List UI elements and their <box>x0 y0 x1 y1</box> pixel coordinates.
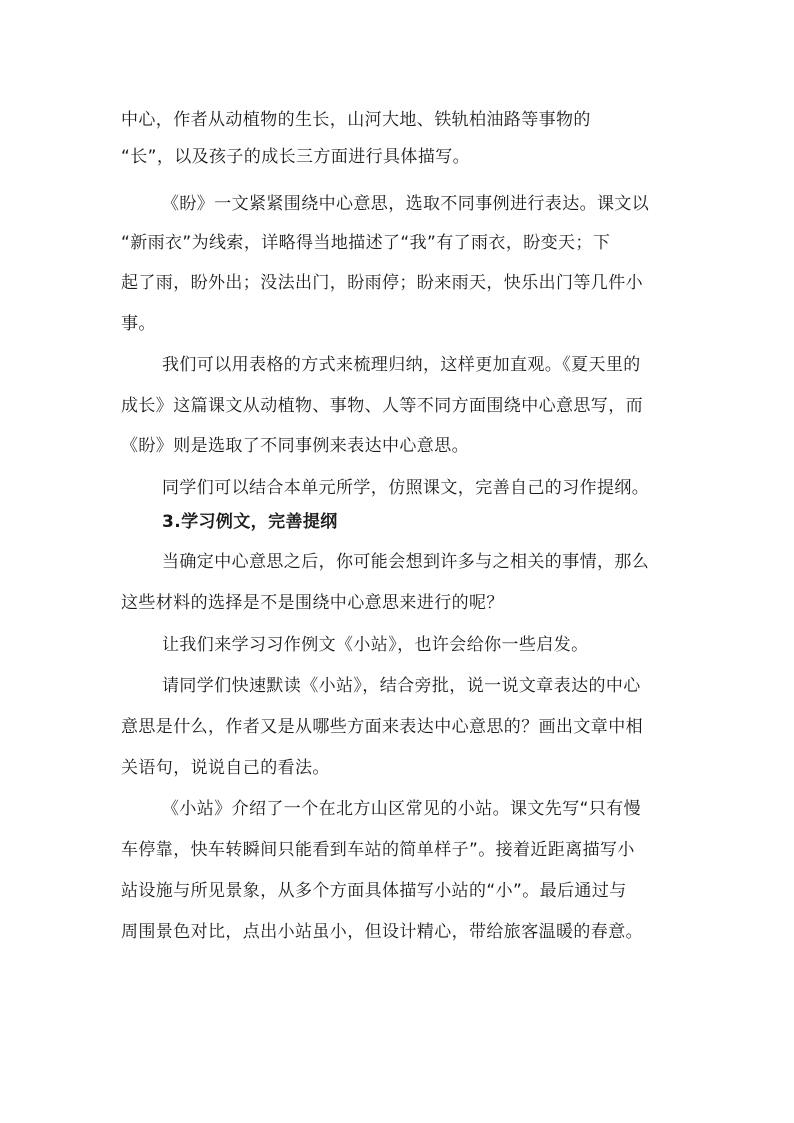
text-line: 关语句，说说自己的看法。 <box>121 758 330 778</box>
text-line: 中心，作者从动植物的生长，山河大地、铁轨柏油路等事物的 <box>121 110 591 130</box>
text-line: 我们可以用表格的方式来梳理归纳，这样更加直观。《夏天里的 <box>162 355 641 375</box>
text-line: 这些材料的选择是不是围绕中心意思来进行的呢？ <box>121 593 504 613</box>
text-line: “新雨衣”为线索，详略得当地描述了“我”有了雨衣，盼变天；下 <box>121 233 611 253</box>
section-heading: 3.学习例文，完善提纲 <box>162 512 338 532</box>
text-line: 当确定中心意思之后，你可能会想到许多与之相关的事情，那么 <box>162 552 650 572</box>
text-line: 《盼》一文紧紧围绕中心意思，选取不同事例进行表达。课文以 <box>162 194 650 214</box>
text-line: 成长》这篇课文从动植物、事物、人等不同方面围绕中心意思写，而 <box>121 396 643 416</box>
text-line: 车停靠，快车转瞬间只能看到车站的简单样子”。接着近距离描写小 <box>121 840 635 860</box>
text-line: 请同学们快速默读《小站》，结合旁批，说一说文章表达的中心 <box>162 676 641 696</box>
text-line: 事。 <box>121 314 156 334</box>
text-line: 《盼》则是选取了不同事例来表达中心意思。 <box>121 436 469 456</box>
text-line: 意思是什么，作者又是从哪些方面来表达中心意思的？画出文章中相 <box>121 717 643 737</box>
text-line: 让我们来学习习作例文《小站》，也许会给你一些启发。 <box>162 635 589 655</box>
text-line: 站设施与所见景象，从多个方面具体描写小站的“小”。最后通过与 <box>121 881 627 901</box>
text-line: 《小站》介绍了一个在北方山区常见的小站。课文先写“只有慢 <box>162 799 642 819</box>
text-line: 同学们可以结合本单元所学，仿照课文，完善自己的习作提纲。 <box>162 478 650 498</box>
text-line: 周围景色对比，点出小站虽小，但设计精心，带给旅客温暖的春意。 <box>121 922 643 942</box>
text-line: “长”，以及孩子的成长三方面进行具体描写。 <box>121 147 471 167</box>
text-line: 起了雨，盼外出；没法出门，盼雨停；盼来雨天，快乐出门等几件小 <box>121 273 643 293</box>
